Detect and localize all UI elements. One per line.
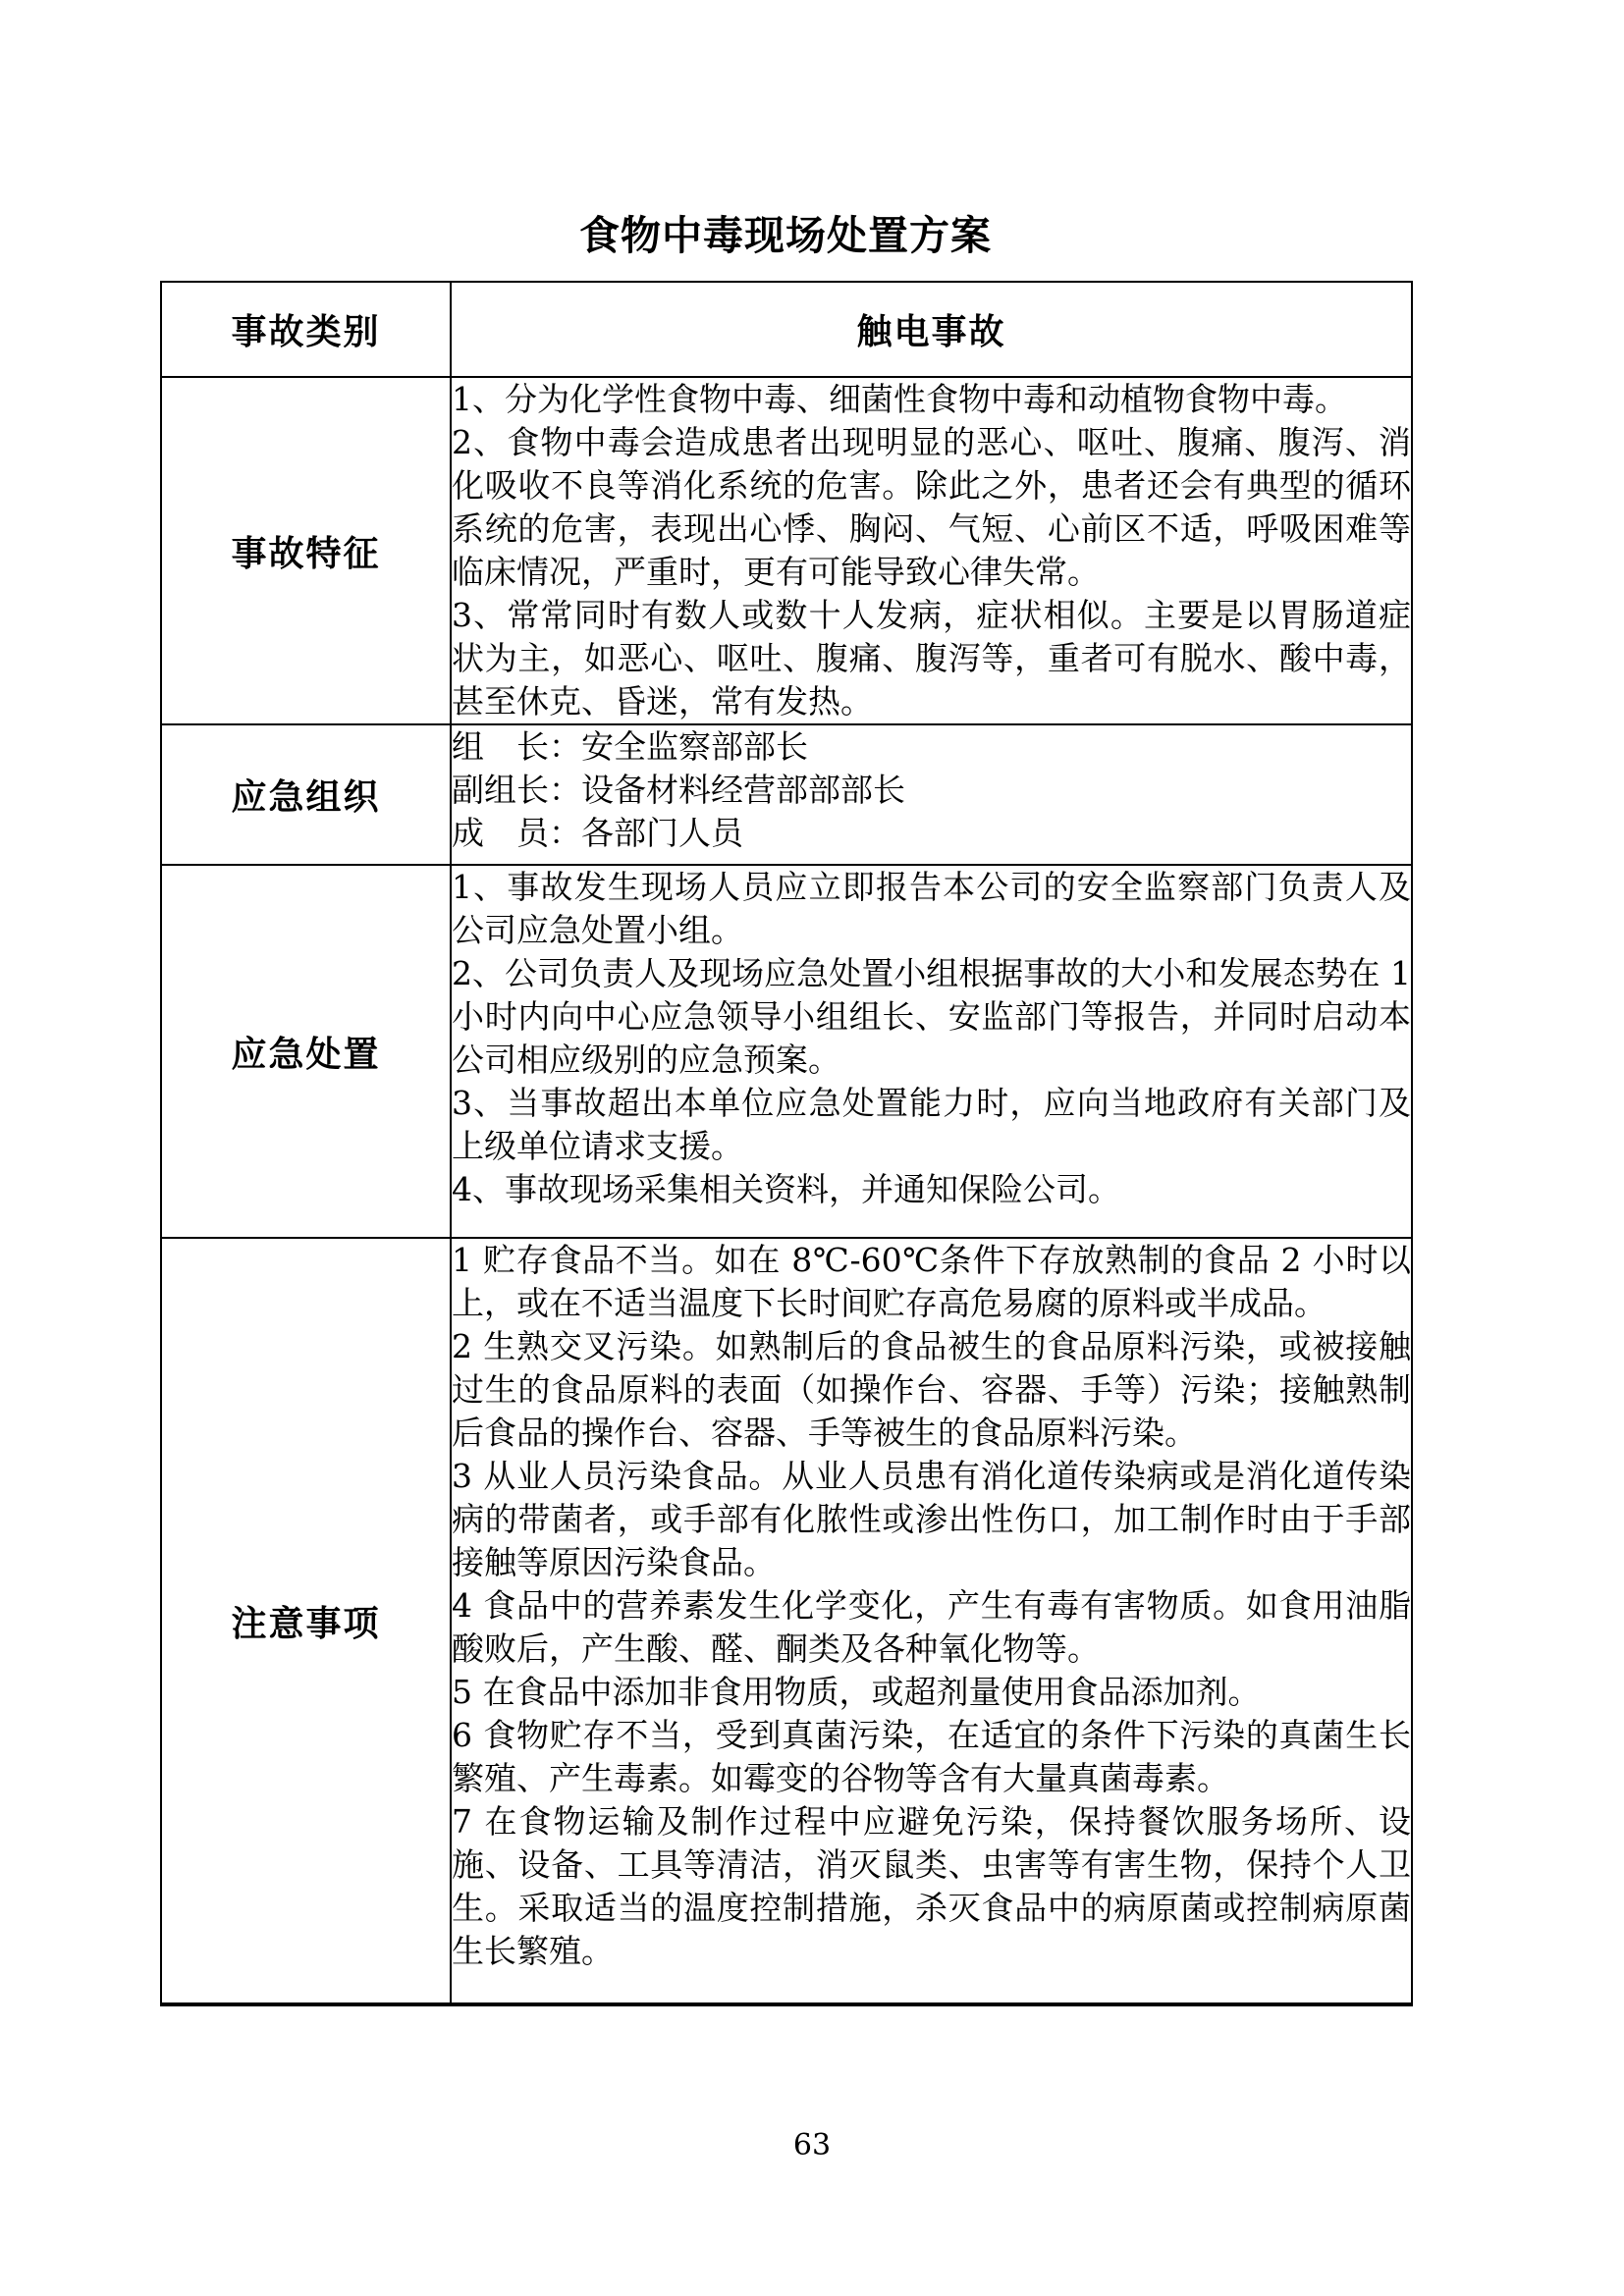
row-content-accident-features xyxy=(451,377,1412,724)
paragraph: 1、分为化学性食物中毒、细菌性食物中毒和动植物食物中毒。 xyxy=(452,380,1347,418)
paragraph: 2 生熟交叉污染。如熟制后的食品被生的食品原料污染，或被接触过生的食品原料的表面（如操作台、容器、手等）污染；接触熟制后食品的操作台、容器、手等被生的食品原料污染。 xyxy=(452,1327,1411,1452)
header-category-label: 事故类别 xyxy=(161,282,451,377)
row-label-accident-features: 事故特征 xyxy=(161,377,451,724)
row-content-emergency-organization xyxy=(451,724,1412,865)
paragraph: 4、事故现场采集相关资料，并通知保险公司。 xyxy=(452,1170,1120,1208)
paragraph: 1、事故发生现场人员应立即报告本公司的安全监察部门负责人及公司应急处置小组。 xyxy=(452,868,1411,949)
paragraph: 组 长：安全监察部部长 xyxy=(452,727,808,766)
paragraph: 2、食物中毒会造成患者出现明显的恶心、呕吐、腹痛、腹泻、消化吸收不良等消化系统的危害。除此之外，患者还会有典型的循环系统的危害，表现出心悸、胸闷、气短、心前区不适，呼吸困难等临床情况，严重时，更有可能导致心律失常。 xyxy=(452,423,1411,591)
paragraph: 副组长：设备材料经营部部部长 xyxy=(452,771,905,809)
row-content-precautions xyxy=(451,1238,1412,2004)
paragraph: 成 员：各部门人员 xyxy=(452,814,743,852)
paragraph: 4 食品中的营养素发生化学变化，产生有毒有害物质。如食用油脂酸败后，产生酸、醛、酮类及各种氧化物等。 xyxy=(452,1586,1411,1668)
table-header-row xyxy=(161,282,1412,377)
paragraph: 3 从业人员污染食品。从业人员患有消化道传染病或是消化道传染病的带菌者，或手部有化脓性或渗出性伤口，加工制作时由于手部接触等原因污染食品。 xyxy=(452,1457,1411,1581)
paragraph: 1 贮存食品不当。如在 8℃-60℃条件下存放熟制的食品 2 小时以上，或在不适当温度下长时间贮存高危易腐的原料或半成品。 xyxy=(452,1241,1411,1322)
paragraph: 3、常常同时有数人或数十人发病，症状相似。主要是以胃肠道症状为主，如恶心、呕吐、腹痛、腹泻等，重者可有脱水、酸中毒，甚至休克、昏迷，常有发热。 xyxy=(452,596,1411,721)
row-label-emergency-handling: 应急处置 xyxy=(161,865,451,1238)
table-row-emergency-handling xyxy=(161,865,1412,1238)
paragraph: 6 食物贮存不当，受到真菌污染，在适宜的条件下污染的真菌生长繁殖、产生毒素。如霉变的谷物等含有大量真菌毒素。 xyxy=(452,1716,1411,1797)
emergency-plan-table xyxy=(160,281,1413,2006)
row-label-emergency-organization: 应急组织 xyxy=(161,724,451,865)
row-label-precautions: 注意事项 xyxy=(161,1238,451,2004)
paragraph: 5 在食品中添加非食用物质，或超剂量使用食品添加剂。 xyxy=(452,1673,1261,1711)
table-row-emergency-organization xyxy=(161,724,1412,865)
table-row-accident-features xyxy=(161,377,1412,724)
row-content-emergency-handling xyxy=(451,865,1412,1238)
paragraph: 2、公司负责人及现场应急处置小组根据事故的大小和发展态势在 1 小时内向中心应急领导小组组长、安监部门等报告，并同时启动本公司相应级别的应急预案。 xyxy=(452,954,1411,1079)
page-title: 食物中毒现场处置方案 xyxy=(579,212,992,259)
table-row-precautions xyxy=(161,1238,1412,2004)
page-number: 63 xyxy=(792,2128,832,2163)
paragraph: 3、当事故超出本单位应急处置能力时，应向当地政府有关部门及上级单位请求支援。 xyxy=(452,1084,1411,1165)
paragraph: 7 在食物运输及制作过程中应避免污染，保持餐饮服务场所、设施、设备、工具等清洁，消灭鼠类、虫害等有害生物，保持个人卫生。采取适当的温度控制措施，杀灭食品中的病原菌或控制病原菌生长繁殖。 xyxy=(452,1802,1411,1970)
header-category-value: 触电事故 xyxy=(451,282,1412,377)
